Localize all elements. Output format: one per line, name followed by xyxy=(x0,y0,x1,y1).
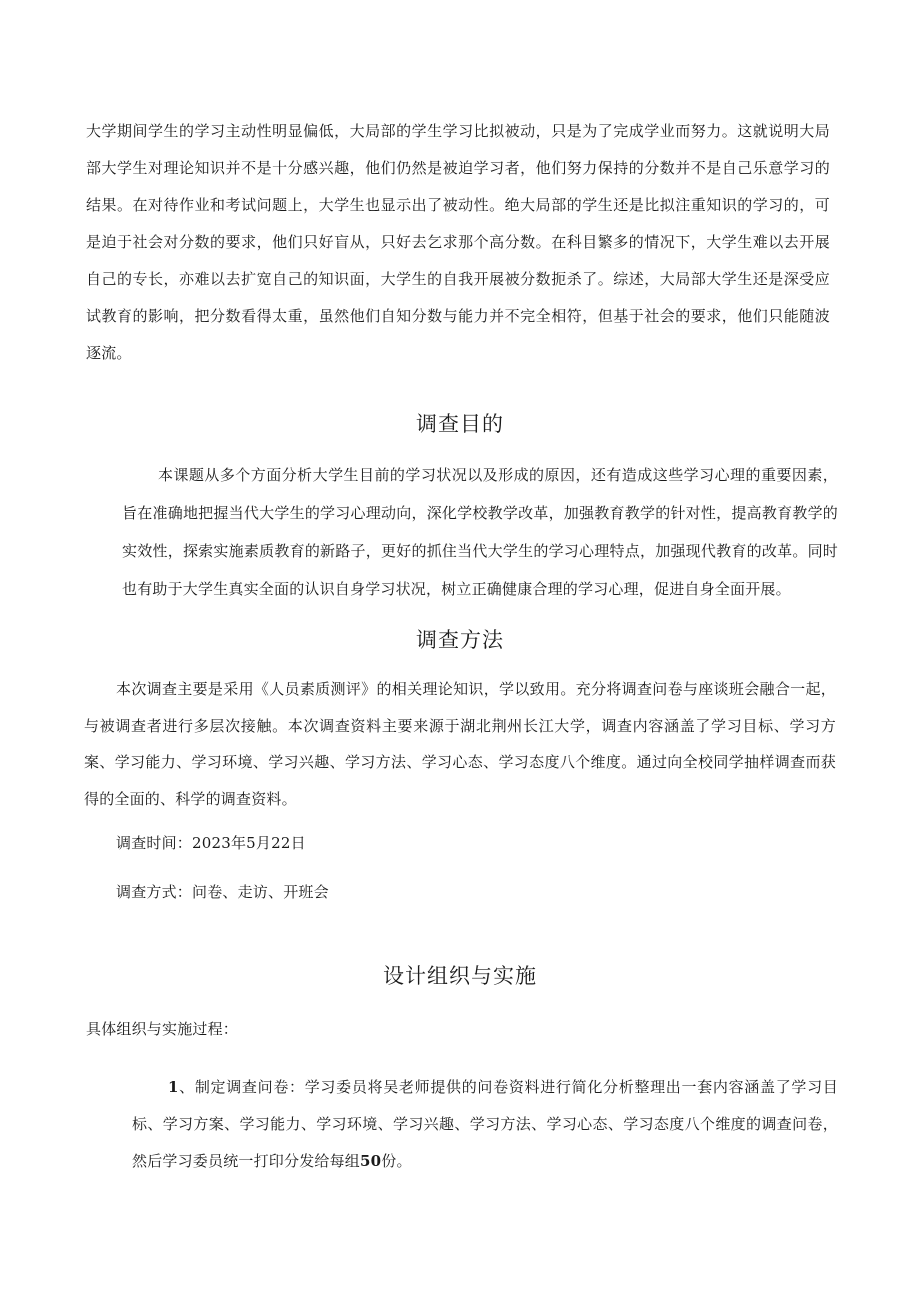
step-1-text-end: 份。 xyxy=(381,1152,412,1170)
survey-method: 调查方式：问卷、走访、开班会 xyxy=(116,883,329,901)
heading-method: 调查方法 xyxy=(416,628,504,652)
process-label: 具体组织与实施过程： xyxy=(86,1020,239,1038)
heading-design: 设计组织与实施 xyxy=(383,964,537,988)
method-paragraph: 本次调查主要是采用《人员素质测评》的相关理论知识，学以致用。充分将调查问卷与座谈班会融合一起，与被调查者进行多层次接触。本次调查资料主要来源于湖北荆州长江大学，调查内容涵盖了学习目标、学习方案、学习能力、学习环境、学习兴趣、学习方法、学习心态、学习态度八个维度。通过向全校同学抽样调查而获得的全面的、科学的调查资料。 xyxy=(84,680,836,808)
purpose-paragraph: 本课题从多个方面分析大学生目前的学习状况以及形成的原因，还有造成这些学习心理的重要因素，旨在准确地把握当代大学生的学习心理动向，深化学校教学改革，加强教育教学的针对性，提高教育教学的实效性，探索实施素质教育的新路子，更好的抓住当代大学生的学习心理特点，加强现代教育的改革。同时也有助于大学生真实全面的认识自身学习状况，树立正确健康合理的学习心理，促进自身全面开展。 xyxy=(122,466,838,598)
heading-purpose: 调查目的 xyxy=(416,412,504,436)
survey-time: 调查时间：2023年5月22日 xyxy=(116,834,306,852)
step-1-number: 1 xyxy=(168,1078,179,1096)
step-1-text: 、制定调查问卷：学习委员将吴老师提供的问卷资料进行简化分析整理出一套内容涵盖了学习目标、学习方案、学习能力、学习环境、学习兴趣、学习方法、学习心态、学习态度八个维度的调查问卷，然后学习委员统一打印分发给每组 xyxy=(132,1078,838,1170)
step-1-count: 50 xyxy=(360,1152,382,1170)
step-1-paragraph xyxy=(132,1069,838,1180)
intro-paragraph: 大学期间学生的学习主动性明显偏低，大局部的学生学习比拟被动，只是为了完成学业而努力。这就说明大局部大学生对理论知识并不是十分感兴趣，他们仍然是被迫学习者，他们努力保持的分数并不是自己乐意学习的结果。在对待作业和考试问题上，大学生也显示出了被动性。绝大局部的学生还是比拟注重知识的学习的，可是迫于社会对分数的要求，他们只好盲从，只好去乞求那个高分数。在科目繁多的情况下，大学生难以去开展自己的专长，亦难以去扩宽自己的知识面，大学生的自我开展被分数扼杀了。综述，大局部大学生还是深受应试教育的影响，把分数看得太重，虽然他们自知分数与能力并不完全相符，但基于社会的要求，他们只能随波逐流。 xyxy=(86,122,830,362)
